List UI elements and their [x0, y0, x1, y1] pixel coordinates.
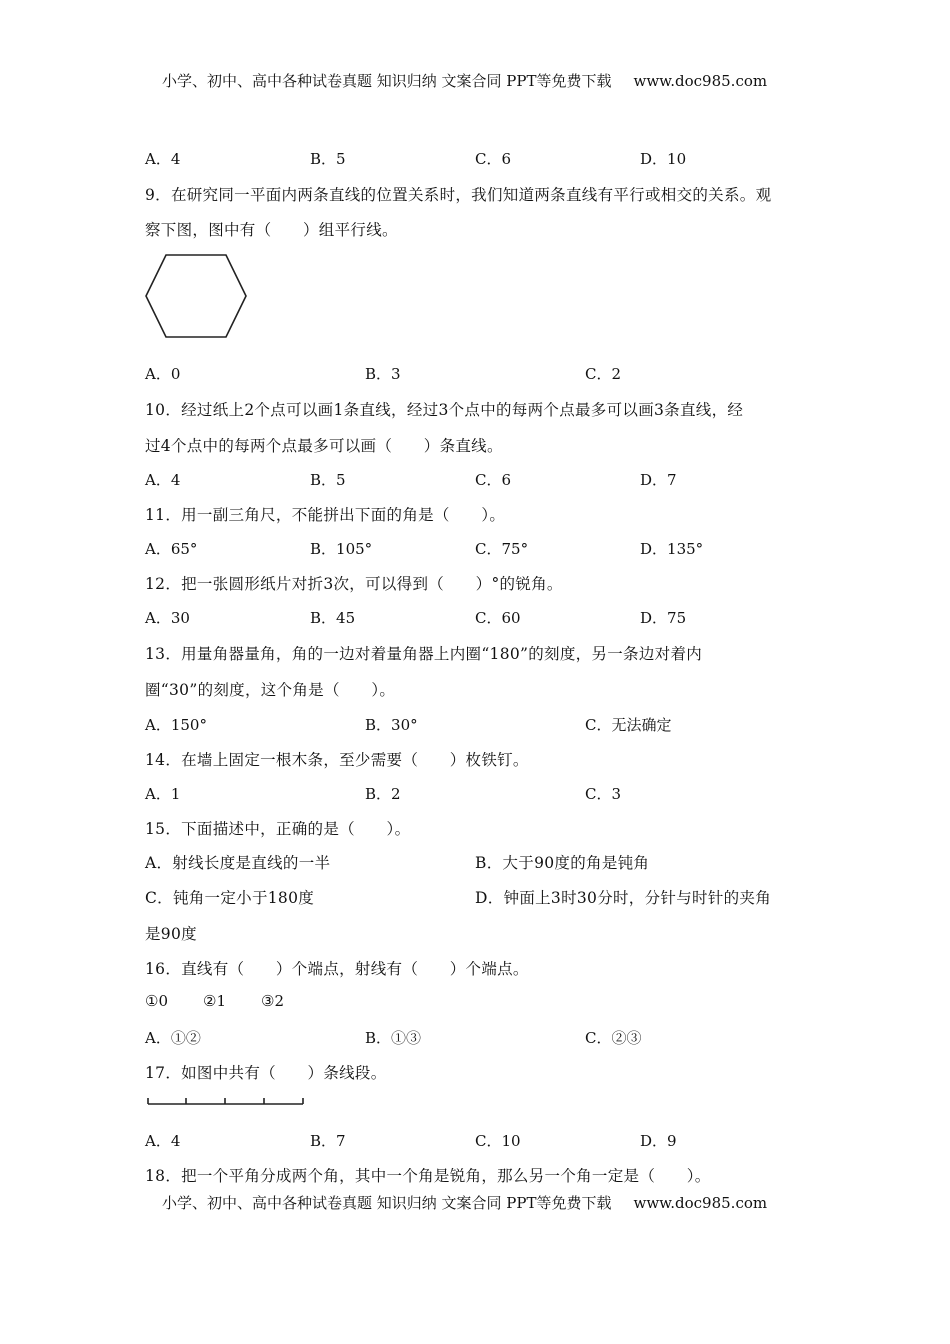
question-16-line-1: 16．直线有（ ）个端点，射线有（ ）个端点。 [145, 960, 529, 978]
question-11-line-1: 11．用一副三角尺，不能拼出下面的角是（ ）。 [145, 506, 506, 524]
option-b[interactable]: B．2 [365, 785, 401, 803]
option-a[interactable]: A．0 [145, 365, 181, 383]
option-b[interactable]: B．30° [365, 716, 418, 734]
question-17-line-1: 17．如图中共有（ ）条线段。 [145, 1064, 387, 1082]
question-15-line-1: 15．下面描述中，正确的是（ ）。 [145, 820, 411, 838]
option-a[interactable]: A．150° [145, 716, 207, 734]
option-b[interactable]: B．5 [310, 150, 346, 168]
page-header [162, 70, 767, 91]
option-d[interactable]: D．10 [640, 150, 687, 168]
option-d[interactable]: D．75 [640, 609, 687, 627]
question-18-line-1: 18．把一个平角分成两个角，其中一个角是锐角，那么另一个角一定是（ ）。 [145, 1167, 711, 1185]
header-site: www.doc985.com [633, 72, 768, 90]
option-a[interactable]: A．30 [145, 609, 190, 627]
question-9-line-2: 察下图，图中有（ ）组平行线。 [145, 221, 398, 239]
header-text: 小学、初中、高中各种试卷真题 知识归纳 文案合同 PPT等免费下载 [162, 72, 612, 90]
option-c[interactable]: C．②③ [585, 1029, 642, 1047]
question-14-line-1: 14．在墙上固定一根木条，至少需要（ ）枚铁钉。 [145, 751, 529, 769]
option-a[interactable]: A．①② [145, 1029, 201, 1047]
option-a[interactable]: A．4 [145, 1132, 181, 1150]
option-c[interactable]: C．6 [475, 471, 512, 489]
option-c[interactable]: C．75° [475, 540, 529, 558]
segment-figure [145, 1094, 307, 1108]
option-c[interactable]: C．60 [475, 609, 521, 627]
page-footer [162, 1192, 767, 1213]
choice-2: ②1 [203, 992, 226, 1010]
footer-site: www.doc985.com [633, 1194, 768, 1212]
option-a[interactable]: A．4 [145, 150, 181, 168]
option-a[interactable]: A．1 [145, 785, 181, 803]
hexagon-shape [146, 255, 246, 337]
option-b[interactable]: B．5 [310, 471, 346, 489]
question-13-line-2: 圈“30”的刻度，这个角是（ ）。 [145, 681, 396, 699]
option-b[interactable]: B．7 [310, 1132, 346, 1150]
question-10-line-2: 过4个点中的每两个点最多可以画（ ）条直线。 [145, 437, 503, 455]
question-10-line-1: 10．经过纸上2个点可以画1条直线，经过3个点中的每两个点最多可以画3条直线，经 [145, 401, 744, 419]
option-c[interactable]: C．无法确定 [585, 716, 672, 734]
option-b[interactable]: B．①③ [365, 1029, 422, 1047]
option-a[interactable]: A．4 [145, 471, 181, 489]
option-c[interactable]: C．6 [475, 150, 512, 168]
choice-1: ①0 [145, 992, 168, 1010]
option-b[interactable]: B．3 [365, 365, 401, 383]
option-a[interactable]: A．65° [145, 540, 198, 558]
option-c[interactable]: C．钝角一定小于180度 [145, 889, 315, 907]
option-b[interactable]: B．105° [310, 540, 373, 558]
option-b[interactable]: B．45 [310, 609, 356, 627]
option-c[interactable]: C．2 [585, 365, 622, 383]
choice-3: ③2 [261, 992, 284, 1010]
hexagon-figure [140, 250, 250, 342]
option-d[interactable]: D．7 [640, 471, 677, 489]
option-a[interactable]: A．射线长度是直线的一半 [145, 854, 331, 872]
question-15-continuation: 是90度 [145, 925, 197, 943]
option-c[interactable]: C．3 [585, 785, 622, 803]
option-d[interactable]: D．9 [640, 1132, 677, 1150]
option-d[interactable]: D．135° [640, 540, 704, 558]
question-13-line-1: 13．用量角器量角，角的一边对着量角器上内圈“180”的刻度，另一条边对着内 [145, 645, 703, 663]
option-b[interactable]: B．大于90度的角是钝角 [475, 854, 650, 872]
footer-text: 小学、初中、高中各种试卷真题 知识归纳 文案合同 PPT等免费下载 [162, 1194, 612, 1212]
question-9-line-1: 9．在研究同一平面内两条直线的位置关系时，我们知道两条直线有平行或相交的关系。观 [145, 186, 772, 204]
option-c[interactable]: C．10 [475, 1132, 521, 1150]
option-d[interactable]: D．钟面上3时30分时，分针与时针的夹角 [475, 889, 772, 907]
question-12-line-1: 12．把一张圆形纸片对折3次，可以得到（ ）°的锐角。 [145, 575, 563, 593]
